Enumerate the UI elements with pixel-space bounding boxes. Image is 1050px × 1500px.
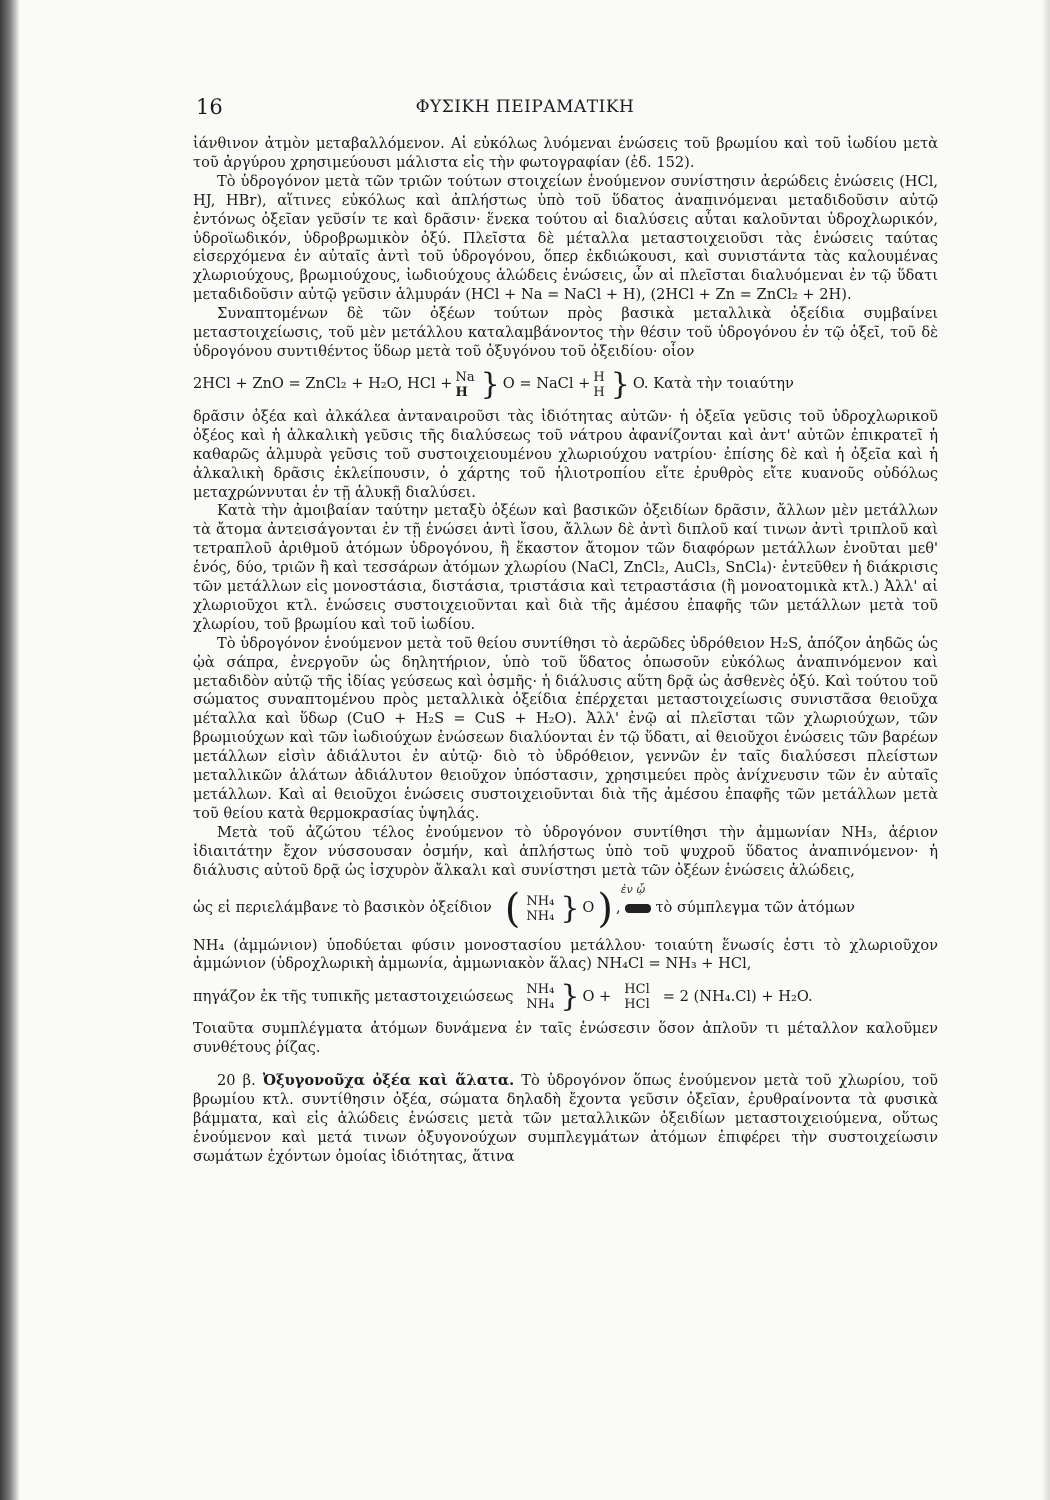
body-text	[193, 135, 938, 1167]
brace-icon: }	[560, 979, 580, 1015]
section-number: 20 β.	[217, 1072, 256, 1090]
stack-top: HCl	[624, 982, 650, 998]
equation-2: ὡς εἰ περιελάμβανε τὸ βασικὸν ὀξείδιον ( NH₄ NH₄ } O ) , ἐν ᾧ τὸ σύμπλεγμα τῶν ἀτόμων	[193, 883, 855, 932]
stack-bottom: NH₄	[526, 997, 555, 1013]
equation-3-stack-2	[624, 982, 649, 1012]
stack-bottom: HCl	[624, 997, 650, 1013]
equation-3-right: = 2 (NH₄.Cl) + H₂O.	[662, 987, 813, 1005]
paragraph-2: Τὸ ὑδρογόνον μετὰ τῶν τριῶν τούτων στοιχείων ἑνούμενον συνίστησιν ἀερώδεις ἑνώσεις (HCl, HJ, HBr), αἵτινες εὐκόλως καὶ ἀπλήστως ὑπὸ τοῦ ὕδατος ἀναπινόμεναι μεταδιδοῦσιν αὐτῷ ἐντόνως ὀξεῖαν γεῦσίν τε καὶ δρᾶσιν· ἕνεκα τούτου αἱ διαλύσεις αὗται καλοῦνται ὑδροχλωρικόν, ὑδροϊωδικόν, ὑδροβρωμικὸν ὀξύ. Πλεῖστα δὲ μέταλλα μεταστοιχειοῦσι τὰς ἑνώσεις ταύτας εἰσερχόμενα ἐν αὐταῖς ἀντὶ τοῦ ὑδρογόνου, ὅπερ ἐκδιώκουσι, καὶ συνιστάντα τὰς καλουμένας χλωριούχους, βρωμιούχους, ἰωδιούχους ἁλώδεις ἑνώσεις, ὧν αἱ πλεῖσται διαλυόμεναι ἐν τῷ ὕδατι μεταδιδοῦσιν αὐτῷ γεῦσιν ἁλμυράν (HCl + Na = NaCl + H), (2HCl + Zn = ZnCl₂ + 2H).	[193, 172, 938, 304]
paragraph-8: NH₄ (ἀμμώνιον) ὑποδύεται φύσιν μονοστασίου μετάλλου· τοιαύτη ἕνωσίς ἐστι τὸ χλωριοῦχον ἀμμώνιον (ὑδροχλωρικὴ ἀμμωνία, ἀμμωνιακὸν ἅλας) NH₄Cl = NH₃ + HCl,	[193, 936, 938, 973]
stack-top: Na	[455, 369, 475, 385]
paragraph-7: Μετὰ τοῦ ἀζώτου τέλος ἑνούμενον τὸ ὑδρογόνον συντίθησι τὴν ἀμμωνίαν NH₃, ἀέριον ἰδιαιτάτην ἔχον νύσσουσαν ὀσμήν, καὶ ἀπλήστως ὑπὸ τοῦ ψυχροῦ ὕδατος ἀναπινόμενον· ἡ διάλυσις αὐτοῦ δρᾷ ὡς ἰσχυρὸν ἄλκαλι καὶ συνίστησι μετὰ τῶν ὀξέων ἑνώσεις ἁλώδεις,	[193, 823, 938, 879]
stack-top: NH₄	[526, 982, 555, 998]
equation-2-left: ὡς εἰ περιελάμβανε τὸ βασικὸν ὀξείδιον	[193, 899, 492, 917]
page-number: 16	[196, 95, 223, 119]
handwritten-annotation: ἐν ᾧ	[620, 883, 646, 897]
paragraph-9: Τοιαῦτα συμπλέγματα ἀτόμων δυνάμενα ἐν ταῖς ἑνώσεσιν ὅσον ἁπλοῦν τι μέταλλον καλοῦμεν συνθέτους ῥίζας.	[193, 1020, 938, 1057]
equation-3-stack-1	[526, 982, 554, 1012]
paren-close-icon: )	[597, 885, 613, 932]
stack-top: NH₄	[526, 893, 555, 909]
page-binding-shadow	[0, 0, 20, 1500]
paragraph-3: Συναπτομένων δὲ τῶν ὀξέων τούτων πρὸς βασικὰ μεταλλικὰ ὀξείδια συμβαίνει μεταστοιχείωσις, τοῦ μὲν μετάλλου καταλαμβάνοντος τὴν θέσιν τοῦ ὑδρογόνου ἐν τῷ ὀξεῖ, τοῦ δὲ ὑδρογόνου συντιθέντος ὕδωρ μετὰ τοῦ ὀξυγόνου τοῦ ὀξειδίου· οἷον	[193, 305, 938, 360]
equation-1	[193, 362, 938, 408]
section-20b	[193, 1072, 938, 1167]
paragraph-1: ἰάνθινον ἀτμὸν μεταβαλλόμενον. Αἱ εὐκόλως λυόμεναι ἑνώσεις τοῦ βρωμίου καὶ τοῦ ἰωδίου μετὰ τοῦ ἀργύρου χρησιμεύουσι μάλιστα εἰς τὴν φωτογραφίαν (ἐδ. 152).	[193, 135, 938, 171]
brace-icon: }	[480, 366, 500, 402]
running-title: ΦΥΣΙΚΗ ΠΕΙΡΑΜΑΤΙΚΗ	[415, 97, 635, 117]
equation-1-left: 2HCl + ZnO = ZnCl₂ + H₂O, HCl +	[193, 375, 453, 393]
equation-1-right: O. Κατὰ τὴν τοιαύτην	[632, 375, 794, 393]
page-edge	[1042, 0, 1050, 1500]
brace-icon: }	[560, 890, 580, 926]
section-body: Τὸ ὑδρογόνον ὅπως ἑνούμενον μετὰ τοῦ χλωρίου, τοῦ βρωμίου κτλ. συντίθησιν ὀξέα, σώματα δηλαδὴ ἔχοντα γεῦσιν ὀξεῖαν, ἐρυθραίνοντα τὰ φυσικὰ βάμματα, καὶ εἰς ἁλώδεις ἑνώσεις μετὰ τῶν μεταλλικῶν ὀξειδίων μεταστοιχειούμενα, οὕτως ἑνούμενον καὶ μετά τινων ὀξυγονούχων συμπλεγμάτων ἀτόμων ἐπιφέρει τὴν συστοιχείωσιν σωμάτων ἐχόντων ὁμοίας ἰδιότητας, ἅτινα	[193, 1072, 939, 1165]
section-title: Ὀξυγονοῦχα ὀξέα καὶ ἅλατα.	[262, 1072, 515, 1090]
equation-2-mid: O	[582, 899, 595, 917]
equation-2-right: τὸ σύμπλεγμα τῶν ἀτόμων	[655, 899, 855, 917]
paragraph-5: Κατὰ τὴν ἀμοιβαίαν ταύτην μεταξὺ ὀξέων καὶ βασικῶν ὀξειδίων δρᾶσιν, ἄλλων μὲν μετάλλων τὰ ἄτομα ἀντεισάγονται ἐν τῇ ἑνώσει ἀντὶ ἴσου, ἄλλων δὲ ἀντὶ διπλοῦ καί τινων ἀντὶ τριπλοῦ καὶ τετραπλοῦ ἀριθμοῦ ἀτόμων ὑδρογόνου, ἢ ἕκαστον ἄτομον τῶν διαφόρων μετάλλων ἑνοῦται μεθ' ἑνός, δύο, τριῶν ἢ καὶ τεσσάρων ἀτόμων χλωρίου (NaCl, ZnCl₂, AuCl₃, SnCl₄)· ἐντεῦθεν ἡ διάκρισις τῶν μετάλλων εἰς μονοστάσια, διστάσια, τριστάσια καὶ τετραστάσια (ἢ μονοατομικὰ κτλ.) Ἀλλ' αἱ χλωριοῦχοι κτλ. ἑνώσεις συστοιχειοῦνται καὶ διὰ τῆς ἀμέσου ἐπαφῆς τῶν μετάλλων μετὰ τοῦ χλωρίου, τοῦ βρωμίου καὶ τοῦ ἰωδίου.	[193, 502, 938, 633]
paragraph-6: Τὸ ὑδρογόνον ἑνούμενον μετὰ τοῦ θείου συντίθησι τὸ ἀερῶδες ὑδρόθειον H₂S, ἀπόζον ἀηδῶς ὡς ᾠὰ σάπρα, ἐνεργοῦν ὡς δηλητήριον, ὑπὸ τοῦ ὕδατος ὁπωσοῦν εὐκόλως ἀναπινόμενον καὶ μεταδιδὸν αὐτῷ τῆς ἰδίας γεύσεως καὶ ὀσμῆς· ἡ διάλυσις αὕτη δρᾷ ὡς ἀσθενὲς ὀξύ. Καὶ τούτου τοῦ σώματος συναπτομένου πρὸς μεταλλικὰ ὀξείδια ἐπέρχεται μεταστοιχείωσις συνιστᾶσα θειοῦχα μέταλλα καὶ ὕδωρ (CuO + H₂S = CuS + H₂O). Ἀλλ' ἐνῷ αἱ πλεῖσται τῶν χλωριούχων, τῶν βρωμιούχων καὶ τῶν ἰωδιούχων ἑνώσεων διαλύονται ἐν τῷ ὕδατι, αἱ θειοῦχοι ἑνώσεις τῶν βαρέων μετάλλων εἰσὶν ἀδιάλυτοι ἐν αὐτῷ· διὸ τὸ ὑδρόθειον, γεννῶν ἐν ταῖς διαλύσεσι πλείστων μεταλλικῶν ἁλάτων ἀδιάλυτον θειοῦχον ὑπόστασιν, χρησιμεύει πρὸς ἀνίχνευσιν τῶν ἐν αὐταῖς μετάλλων. Καὶ αἱ θειοῦχοι ἑνώσεις συστοιχειοῦνται διὰ τῆς ἀμέσου ἐπαφῆς τῶν μετάλλων μετὰ τοῦ θείου κατὰ θερμοκρασίας ὑψηλάς.	[193, 634, 938, 822]
equation-1-stack-2	[593, 370, 604, 400]
paragraph-4: δρᾶσιν ὀξέα καὶ ἀλκάλεα ἀνταναιροῦσι τὰς ἰδιότητας αὐτῶν· ἡ ὀξεῖα γεῦσις τοῦ ὑδροχλωρικοῦ ὀξέος καὶ ἡ ἀλκαλικὴ γεῦσις τῆς διαλύσεως τοῦ νάτρου ἀφανίζονται καὶ ἀντ' αὐτῶν ἐπικρατεῖ ἡ καθαρῶς ἁλμυρὰ γεῦσις τοῦ συστοιχειουμένου χλωριούχου νατρίου· ἐπίσης δὲ καὶ ἡ ὀξεῖα καὶ ἡ ἀλκαλικὴ δρᾶσις ἐκλείπουσιν, ὁ χάρτης τοῦ ἡλιοτροπίου εἴτε ἐρυθρὸς εἴτε κυανοῦς οὐδόλως μεταχρώννυται ἐν τῇ ἁλυκῇ διαλύσει.	[193, 407, 938, 501]
equation-1-mid: O = NaCl +	[502, 375, 591, 393]
equation-3-left: πηγάζον ἐκ τῆς τυπικῆς μεταστοιχειώσεως	[193, 987, 514, 1005]
equation-3-mid: O +	[582, 987, 612, 1005]
stack-bottom: H	[455, 384, 468, 400]
equation-1-stack-1	[455, 370, 474, 400]
stack-bottom: H	[593, 384, 605, 400]
stack-bottom: NH₄	[526, 908, 555, 924]
stack-top: H	[593, 369, 605, 385]
brace-icon: }	[610, 366, 630, 402]
ink-blot-icon	[625, 904, 651, 913]
equation-2-stack	[526, 894, 554, 924]
equation-3	[193, 974, 938, 1020]
paren-open-icon: (	[504, 885, 521, 932]
